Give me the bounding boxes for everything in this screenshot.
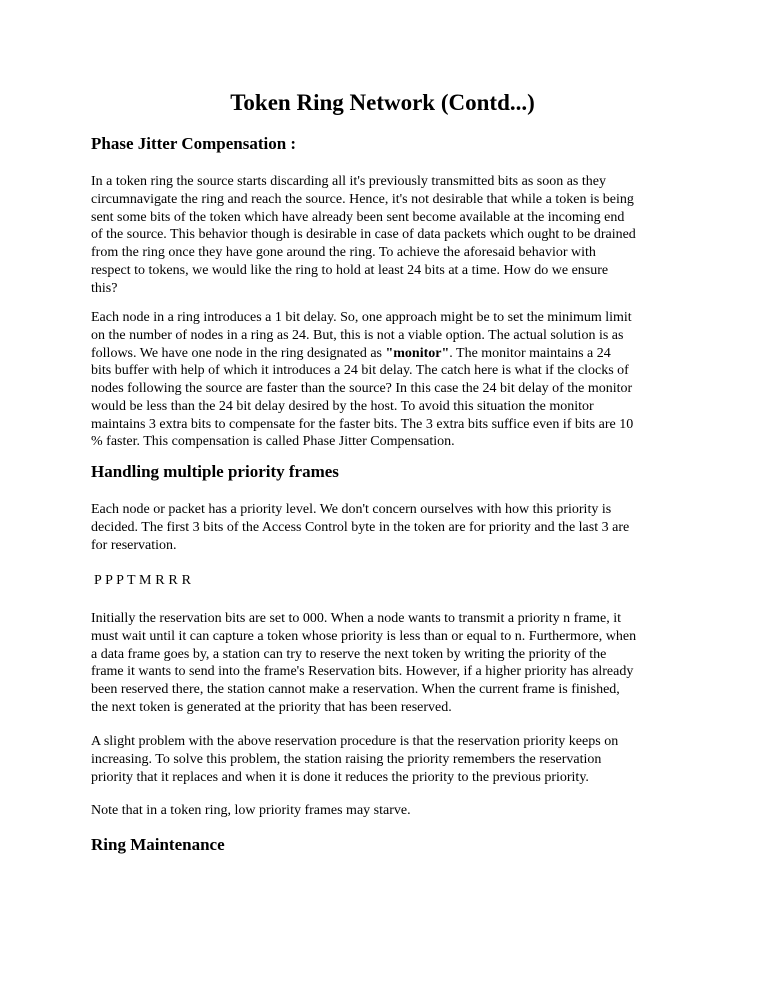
text-line: of the source. This behavior though is desirable in case of data packets which ought to be drained (91, 227, 636, 243)
text-line: a data frame goes by, a station can try to reserve the next token by writing the priority of the (91, 646, 607, 662)
text-line: decided. The first 3 bits of the Access Control byte in the token are for priority and the last 3 are (91, 519, 630, 535)
paragraph-reservation (91, 610, 691, 717)
text-line: Initially the reservation bits are set to 000. When a node wants to transmit a priority n frame, it (91, 611, 622, 626)
text-line: on the number of nodes in a ring as 24. But, this is not a viable option. The actual solution is as (91, 327, 624, 343)
text-line: maintains 3 extra bits to compensate for the faster bits. The 3 extra bits suffice even if bits are 10 (91, 416, 634, 432)
text-run: follows. We have one node in the ring designated as (91, 345, 386, 361)
text-line: Note that in a token ring, low priority frames may starve. (91, 803, 411, 818)
heading-ring-maintenance: Ring Maintenance (91, 835, 225, 854)
text-line: for reservation. (91, 537, 177, 553)
heading-multiple-priority: Handling multiple priority frames (91, 462, 339, 481)
text-line: % faster. This compensation is called Phase Jitter Compensation. (91, 434, 455, 450)
text-line-monitor (91, 345, 691, 363)
paragraph-reservation-problem (91, 733, 691, 786)
monitor-term: "monitor" (385, 345, 450, 361)
text-line: frame it wants to send into the frame's Reservation bits. However, if a higher priority has already (91, 664, 634, 680)
text-line: nodes following the source are faster than the source? In this case the 24 bit delay of the monitor (91, 381, 633, 396)
paragraph-phase-jitter-intro (91, 173, 691, 297)
paragraph-priority-level (91, 501, 691, 554)
text-line: bits buffer with help of which it introduces a 24 bit delay. The catch here is what if the clocks of (91, 363, 629, 379)
text-line: would be less than the 24 bit delay desired by the host. To avoid this situation the monitor (91, 398, 594, 414)
text-run: . The monitor maintains a 24 (449, 345, 611, 361)
text-line: A slight problem with the above reservation procedure is that the reservation priority keeps on (91, 734, 619, 749)
text-line: must wait until it can capture a token whose priority is less than or equal to n. Furthermore, when (91, 628, 637, 644)
text-line: this? (91, 280, 118, 296)
text-line: respect to tokens, we would like the ring to hold at least 24 bits at a time. How do we ensure (91, 262, 609, 278)
heading-phase-jitter: Phase Jitter Compensation : (91, 134, 297, 153)
text-line: sent some bits of the token which have already been sent become available at the incoming end (91, 209, 625, 225)
text-line: circumnavigate the ring and reach the source. Hence, it's not desirable that while a token is being (91, 191, 634, 207)
text-line: priority that it replaces and when it is done it reduces the priority to the previous priority. (91, 769, 589, 785)
text-line: Each node in a ring introduces a 1 bit delay. So, one approach might be to set the minimum limit (91, 310, 632, 325)
page-title: Token Ring Network (Contd...) (230, 90, 535, 115)
access-control-bits: P P P T M R R R (94, 573, 192, 588)
text-line: from the ring once they have gone around the ring. To achieve the aforesaid behavior with (91, 245, 596, 260)
text-line: increasing. To solve this problem, the station raising the priority remembers the reservation (91, 751, 602, 767)
paragraph-monitor-node (91, 309, 691, 451)
text-line: the next token is generated at the priority that has been reserved. (91, 699, 452, 715)
text-line: In a token ring the source starts discarding all it's previously transmitted bits as soon as they (91, 174, 606, 189)
text-line: Each node or packet has a priority level. We don't concern ourselves with how this priority is (91, 502, 612, 517)
text-line: been reserved there, the station cannot make a reservation. When the current frame is finished, (91, 682, 620, 697)
paragraph-starvation-note (91, 802, 691, 820)
